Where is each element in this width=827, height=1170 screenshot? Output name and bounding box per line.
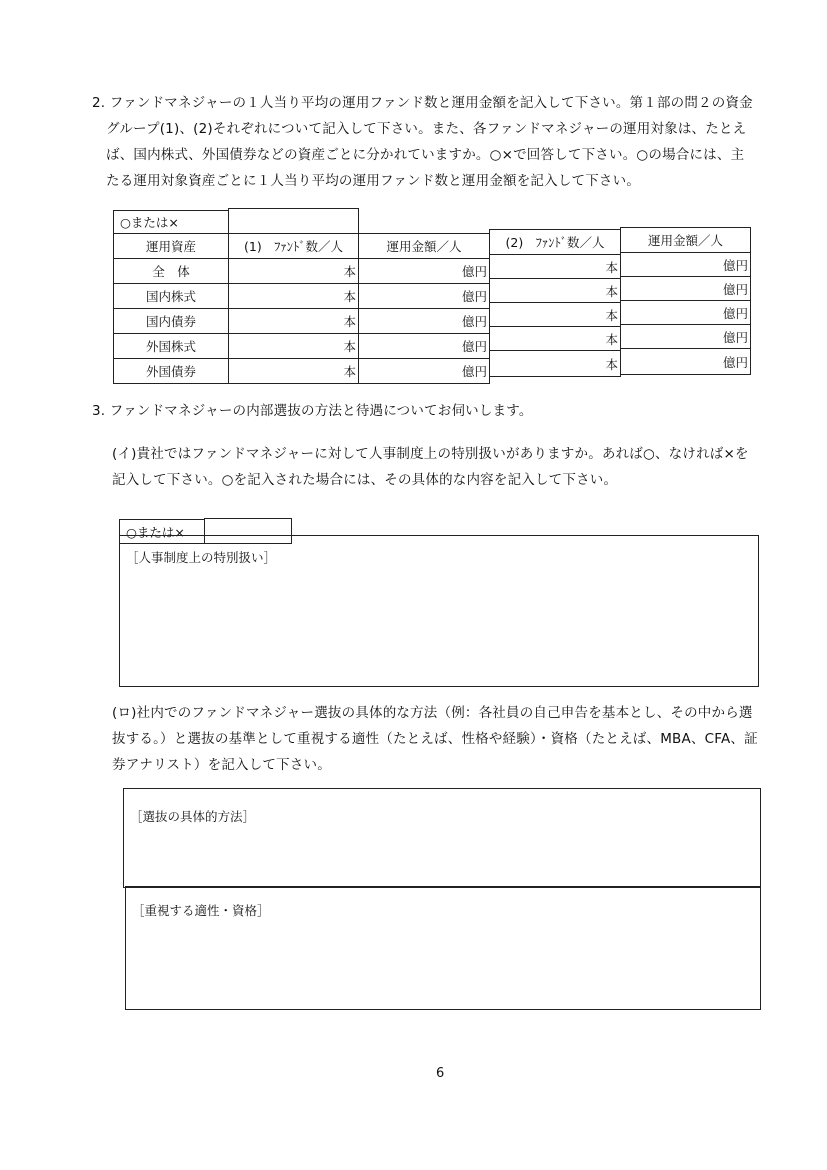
row-asset: 外国債券 xyxy=(113,358,229,384)
row-g1-amount[interactable]: 億円 xyxy=(358,358,490,384)
row-asset: 国内株式 xyxy=(113,283,229,309)
row-g2-amount[interactable]: 億円 xyxy=(620,300,751,325)
row-g1-funds[interactable]: 本 xyxy=(228,333,359,359)
header-g2-amount: 運用金額／人 xyxy=(620,227,751,253)
row-g1-funds[interactable]: 本 xyxy=(228,258,359,284)
row-asset: 外国株式 xyxy=(113,333,229,359)
q3-ro-text xyxy=(112,700,758,778)
row-g1-amount[interactable]: 億円 xyxy=(358,283,490,309)
q3-i-line-2: 記入して下さい。○を記入された場合には、その具体的な内容を記入して下さい。 xyxy=(112,472,618,488)
q2-line-2: グループ(1)、(2)それぞれについて記入して下さい。また、各ファンドマネジャーの運用対象は、たとえ xyxy=(106,121,747,137)
q2-line-1: 2. ファンドマネジャーの１人当り平均の運用ファンド数と運用金額を記入して下さい。第１部の問２の資金 xyxy=(92,95,753,111)
q3-title-line: 3. ファンドマネジャーの内部選抜の方法と待遇についてお伺いします。 xyxy=(92,403,533,419)
selection-method-box[interactable] xyxy=(123,788,761,888)
row-g2-funds[interactable]: 本 xyxy=(489,326,621,351)
q3-ro-line-2: 抜する。）と選抜の基準として重視する適性（たとえば、性格や経験）・資格（たとえば、MBA、CFA、証 xyxy=(112,731,758,747)
row-g1-amount[interactable]: 億円 xyxy=(358,258,490,284)
row-asset: 国内債券 xyxy=(113,308,229,334)
row-g2-amount[interactable]: 億円 xyxy=(620,348,751,375)
special-treatment-label: ［人事制度上の特別扱い］ xyxy=(126,550,277,565)
q3-title xyxy=(92,398,533,424)
header-g1-amount: 運用金額／人 xyxy=(358,233,490,259)
row-g2-funds[interactable]: 本 xyxy=(489,350,621,377)
q2-text xyxy=(92,90,753,194)
row-g2-funds[interactable]: 本 xyxy=(489,302,621,327)
header-g2-funds: (2) ﾌｧﾝﾄﾞ数／人 xyxy=(489,229,621,255)
page-number: 6 xyxy=(436,1066,445,1081)
aptitude-qualification-label: ［重視する適性・資格］ xyxy=(132,903,270,918)
q3-i-line-1: (イ)貴社ではファンドマネジャーに対して人事制度上の特別扱いがありますか。あれば○、なければ×を xyxy=(112,446,749,462)
q3-i-text xyxy=(112,441,749,493)
row-g2-amount[interactable]: 億円 xyxy=(620,252,751,277)
header-g1-funds: (1) ﾌｧﾝﾄﾞ数／人 xyxy=(228,233,359,259)
q2-ox-field[interactable] xyxy=(228,208,359,234)
aptitude-qualification-box[interactable] xyxy=(125,886,761,1010)
row-g1-amount[interactable]: 億円 xyxy=(358,333,490,359)
q3-ro-line-1: (ロ)社内でのファンドマネジャー選抜の具体的な方法（例：各社員の自己申告を基本とし、その中から選 xyxy=(112,705,753,721)
q3-i-ox-label: ○または× xyxy=(119,519,205,544)
row-g1-funds[interactable]: 本 xyxy=(228,358,359,384)
q2-line-4: たる運用対象資産ごとに１人当り平均の運用ファンド数と運用金額を記入して下さい。 xyxy=(106,173,641,189)
row-g2-amount[interactable]: 億円 xyxy=(620,324,751,349)
row-asset: 全 体 xyxy=(113,258,229,284)
row-g2-amount[interactable]: 億円 xyxy=(620,276,751,301)
q2-line-3: ば、国内株式、外国債券などの資産ごとに分かれていますか。○×で回答して下さい。○の場合には、主 xyxy=(106,147,745,163)
selection-method-label: ［選抜の具体的方法］ xyxy=(130,809,256,824)
q3-ro-line-3: 券アナリスト）を記入して下さい。 xyxy=(112,757,331,773)
row-g1-funds[interactable]: 本 xyxy=(228,283,359,309)
row-g2-funds[interactable]: 本 xyxy=(489,254,621,279)
special-treatment-box[interactable] xyxy=(119,535,759,687)
row-g1-amount[interactable]: 億円 xyxy=(358,308,490,334)
row-g2-funds[interactable]: 本 xyxy=(489,278,621,303)
row-g1-funds[interactable]: 本 xyxy=(228,308,359,334)
q2-ox-label: ○または× xyxy=(113,210,229,234)
header-asset: 運用資産 xyxy=(113,233,229,259)
